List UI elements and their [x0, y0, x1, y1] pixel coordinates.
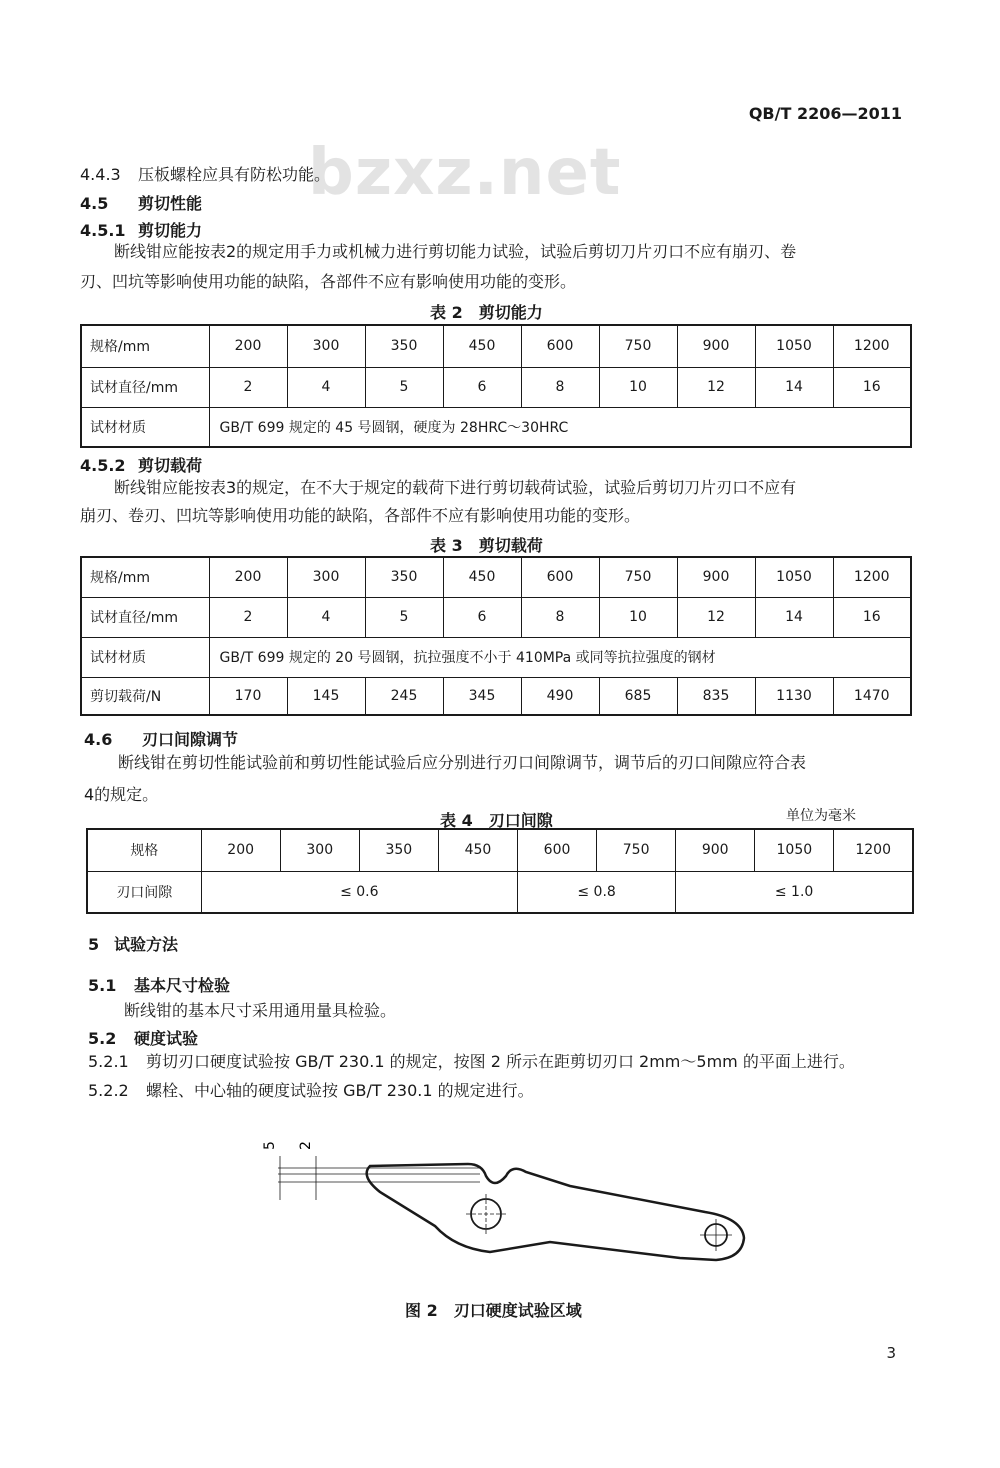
- page-number: 3: [886, 1344, 896, 1362]
- table-cell: 300: [287, 325, 365, 367]
- table-4: [86, 828, 914, 914]
- row-header: 试材材质: [81, 637, 209, 677]
- table-cell: ≤ 1.0: [676, 871, 913, 913]
- table-4-unit: 单位为毫米: [786, 808, 856, 824]
- table-cell: 4: [287, 597, 365, 637]
- clause-number: 5.2.2: [88, 1081, 129, 1100]
- blade-outline: [367, 1164, 744, 1260]
- table-cell: 200: [201, 829, 280, 871]
- table-cell: 4: [287, 367, 365, 407]
- table-cell: 200: [209, 325, 287, 367]
- table-cell: 10: [599, 367, 677, 407]
- table-cell: 450: [438, 829, 517, 871]
- blade-profile: [367, 1164, 744, 1260]
- clause-heading: 基本尺寸检验: [134, 976, 231, 995]
- table-cell: 1200: [833, 325, 911, 367]
- row-header: 规格/mm: [81, 557, 209, 597]
- table-cell: 8: [521, 367, 599, 407]
- table-cell: 1050: [755, 829, 834, 871]
- clause-heading: 剪切能力: [138, 221, 203, 240]
- paragraph-4-5-1-line2: 刃、凹坑等影响使用功能的缺陷，各部件不应有影响使用功能的变形。: [80, 272, 577, 291]
- table-cell: 12: [677, 597, 755, 637]
- table-cell: 8: [521, 597, 599, 637]
- table-cell: 10: [599, 597, 677, 637]
- table-row: [87, 871, 913, 913]
- table-cell: 900: [677, 557, 755, 597]
- clause-text: 螺栓、中心轴的硬度试验按 GB/T 230.1 的规定进行。: [146, 1081, 534, 1100]
- table-cell: 1470: [833, 677, 911, 715]
- table-cell: 750: [599, 325, 677, 367]
- table-2: [80, 324, 912, 448]
- clause-number: 4.5: [80, 194, 109, 213]
- table-row: [81, 637, 911, 677]
- standard-code: QB/T 2206—2011: [748, 104, 902, 123]
- paragraph-5-1: 断线钳的基本尺寸采用通用量具检验。: [124, 1001, 397, 1020]
- table-cell: 600: [521, 557, 599, 597]
- table-cell: 600: [521, 325, 599, 367]
- clause-4-5-1: [80, 220, 202, 242]
- table-row: [81, 325, 911, 367]
- table-cell: 900: [676, 829, 755, 871]
- table-cell: 685: [599, 677, 677, 715]
- table-3: [80, 556, 912, 716]
- clause-5-2-1: [88, 1051, 855, 1073]
- table-cell: GB/T 699 规定的 20 号圆钢，抗拉强度不小于 410MPa 或同等抗拉强度的钢材: [209, 637, 911, 677]
- figure-2-blade-drawing: [250, 1130, 770, 1290]
- table-row: [81, 407, 911, 447]
- clause-5-2: [88, 1028, 198, 1050]
- table-row: [87, 829, 913, 871]
- row-header: 规格: [87, 829, 201, 871]
- table-cell: 450: [443, 325, 521, 367]
- clause-heading: 刃口间隙调节: [142, 730, 239, 749]
- table-cell: 170: [209, 677, 287, 715]
- row-header: 试材材质: [81, 407, 209, 447]
- table-cell: 490: [521, 677, 599, 715]
- clause-4-5: [80, 193, 202, 215]
- table-cell: 350: [365, 325, 443, 367]
- table-4-caption: 表 4 刃口间隙: [440, 811, 553, 830]
- clause-heading: 试验方法: [114, 935, 179, 954]
- table-cell: 16: [833, 367, 911, 407]
- clause-number: 4.4.3: [80, 165, 121, 184]
- table-2-caption: 表 2 剪切能力: [430, 303, 543, 322]
- clause-5: [88, 934, 178, 956]
- table-cell: ≤ 0.8: [518, 871, 676, 913]
- table-cell: 350: [365, 557, 443, 597]
- clause-number: 5.1: [88, 976, 117, 995]
- table-cell: 1200: [834, 829, 913, 871]
- table-row: [81, 367, 911, 407]
- clause-heading: 剪切载荷: [138, 456, 203, 475]
- row-header: 试材直径/mm: [81, 597, 209, 637]
- table-cell: 1200: [833, 557, 911, 597]
- clause-text: 剪切刃口硬度试验按 GB/T 230.1 的规定，按图 2 所示在距剪切刃口 2mm～5mm 的平面上进行。: [146, 1052, 855, 1071]
- clause-5-1: [88, 975, 230, 997]
- table-3-caption: 表 3 剪切载荷: [430, 536, 543, 555]
- table-cell: 12: [677, 367, 755, 407]
- clause-number: 4.5.2: [80, 456, 126, 475]
- clause-number: 4.5.1: [80, 221, 126, 240]
- table-row: [81, 597, 911, 637]
- table-cell: 835: [677, 677, 755, 715]
- table-cell: 6: [443, 367, 521, 407]
- table-cell: 345: [443, 677, 521, 715]
- table-cell: 900: [677, 325, 755, 367]
- table-cell: 14: [755, 367, 833, 407]
- table-cell: 450: [443, 557, 521, 597]
- table-cell: 1130: [755, 677, 833, 715]
- table-cell: 14: [755, 597, 833, 637]
- clause-4-6: [84, 729, 238, 751]
- table-cell: 600: [518, 829, 597, 871]
- row-header: 剪切载荷/N: [81, 677, 209, 715]
- paragraph-4-5-2-line1: 断线钳应能按表3的规定，在不大于规定的载荷下进行剪切载荷试验，试验后剪切刀片刃口不应有: [114, 478, 797, 497]
- clause-heading: 剪切性能: [138, 194, 203, 213]
- watermark: bzxz.net: [308, 136, 622, 210]
- table-cell: 1050: [755, 557, 833, 597]
- paragraph-4-5-1-line1: 断线钳应能按表2的规定用手力或机械力进行剪切能力试验，试验后剪切刀片刃口不应有崩刃、卷: [114, 242, 797, 261]
- table-row: [81, 557, 911, 597]
- table-cell: 200: [209, 557, 287, 597]
- clause-5-2-2: [88, 1080, 534, 1102]
- table-cell: 5: [365, 367, 443, 407]
- table-cell: 16: [833, 597, 911, 637]
- table-cell: GB/T 699 规定的 45 号圆钢，硬度为 28HRC～30HRC: [209, 407, 911, 447]
- clause-heading: 硬度试验: [134, 1029, 199, 1048]
- clause-number: 5.2.1: [88, 1052, 129, 1071]
- paragraph-4-5-2-line2: 崩刃、卷刃、凹坑等影响使用功能的缺陷，各部件不应有影响使用功能的变形。: [80, 506, 641, 525]
- dimension-label-2: 2: [298, 1141, 314, 1150]
- table-cell: 145: [287, 677, 365, 715]
- row-header: 刃口间隙: [87, 871, 201, 913]
- row-header: 试材直径/mm: [81, 367, 209, 407]
- table-cell: 5: [365, 597, 443, 637]
- paragraph-4-6-line2: 4的规定。: [84, 785, 159, 804]
- table-cell: 1050: [755, 325, 833, 367]
- table-row: [81, 677, 911, 715]
- row-header: 规格/mm: [81, 325, 209, 367]
- table-cell: 750: [597, 829, 676, 871]
- figure-2-caption: 图 2 刃口硬度试验区域: [405, 1301, 582, 1320]
- clause-number: 5: [88, 935, 100, 954]
- table-cell: 245: [365, 677, 443, 715]
- clause-4-4-3: [80, 164, 330, 186]
- clause-4-5-2: [80, 455, 202, 477]
- table-cell: ≤ 0.6: [201, 871, 517, 913]
- table-cell: 300: [287, 557, 365, 597]
- table-cell: 2: [209, 597, 287, 637]
- table-cell: 350: [359, 829, 438, 871]
- dimension-label-5: 5: [262, 1141, 278, 1150]
- table-cell: 300: [280, 829, 359, 871]
- table-cell: 6: [443, 597, 521, 637]
- clause-text: 压板螺栓应具有防松功能。: [138, 165, 331, 184]
- clause-number: 4.6: [84, 730, 113, 749]
- paragraph-4-6-line1: 断线钳在剪切性能试验前和剪切性能试验后应分别进行刃口间隙调节，调节后的刃口间隙应符合表: [118, 753, 807, 772]
- table-cell: 2: [209, 367, 287, 407]
- table-cell: 750: [599, 557, 677, 597]
- clause-number: 5.2: [88, 1029, 117, 1048]
